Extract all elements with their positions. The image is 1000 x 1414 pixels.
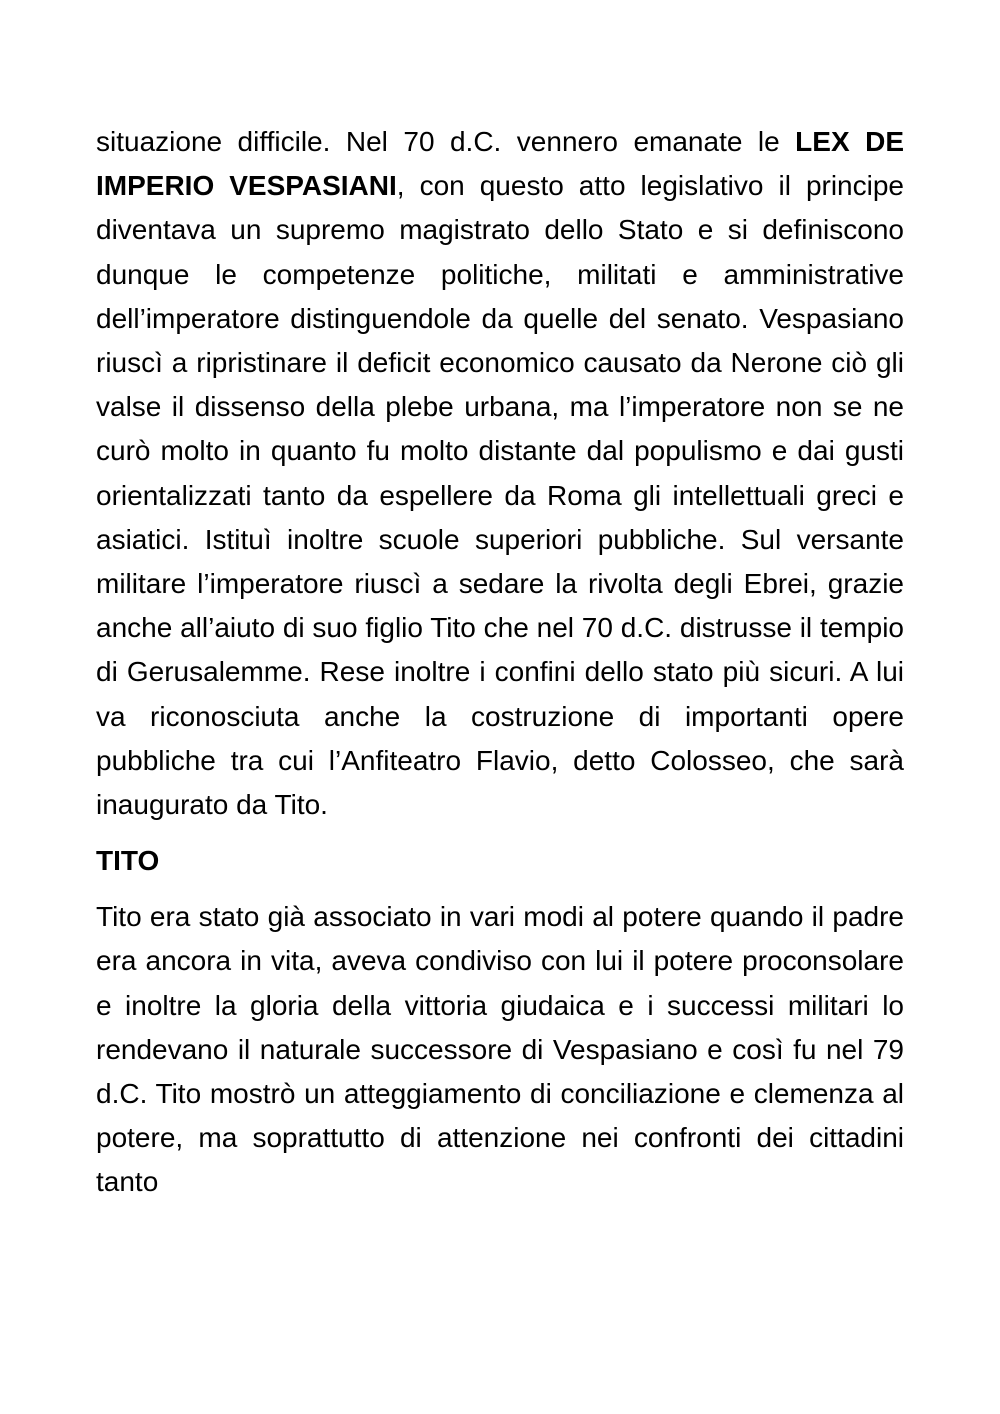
paragraph-text-rest: , con questo atto legislativo il principe diventava un supremo magistrato dello Stato e si definiscono dunque le competenze politiche, militati e amministrative dell’imperatore distinguendole da quelle del senato. Vespasiano riuscì a ripristinare il deficit economico causato da Nerone ciò gli valse il dissenso della plebe urbana, ma l’imperatore non se ne curò molto in quanto fu molto distante dal populismo e dai gusti orientalizzati tanto da espellere da Roma gli intellettuali greci e asiatici. Istituì inoltre scuole superiori pubbliche. Sul versante militare l’imperatore riuscì a sedare la rivolta degli Ebrei, grazie anche all’aiuto di suo figlio Tito che nel 70 d.C. distrusse il tempio di Gerusalemme. Rese inoltre i confini dello stato più sicuri. A lui va riconosciuta anche la costruzione di importanti opere pubbliche tra cui l’Anfiteatro Flavio, detto Colosseo, che sarà inaugurato da Tito. bbox=[96, 170, 904, 821]
document-page bbox=[96, 120, 904, 1205]
paragraph-text-start: situazione difficile. Nel 70 d.C. vennero emanate le bbox=[96, 126, 796, 157]
lex-de-imperio-title: LEX DE IMPERIO VESPASIANI bbox=[96, 126, 904, 202]
paragraph-vespasiano bbox=[96, 120, 904, 827]
section-heading-tito: TITO bbox=[96, 845, 160, 877]
paragraph-tito: Tito era stato già associato in vari modi al potere quando il padre era ancora in vita, aveva condiviso con lui il potere proconsolare e inoltre la gloria della vittoria giudaica e i successi militari lo rendevano il naturale successore di Vespasiano e così fu nel 79 d.C. Tito mostrò un atteggiamento di conciliazione e clemenza al potere, ma soprattutto di attenzione nei confronti dei cittadini tanto bbox=[96, 901, 904, 1198]
